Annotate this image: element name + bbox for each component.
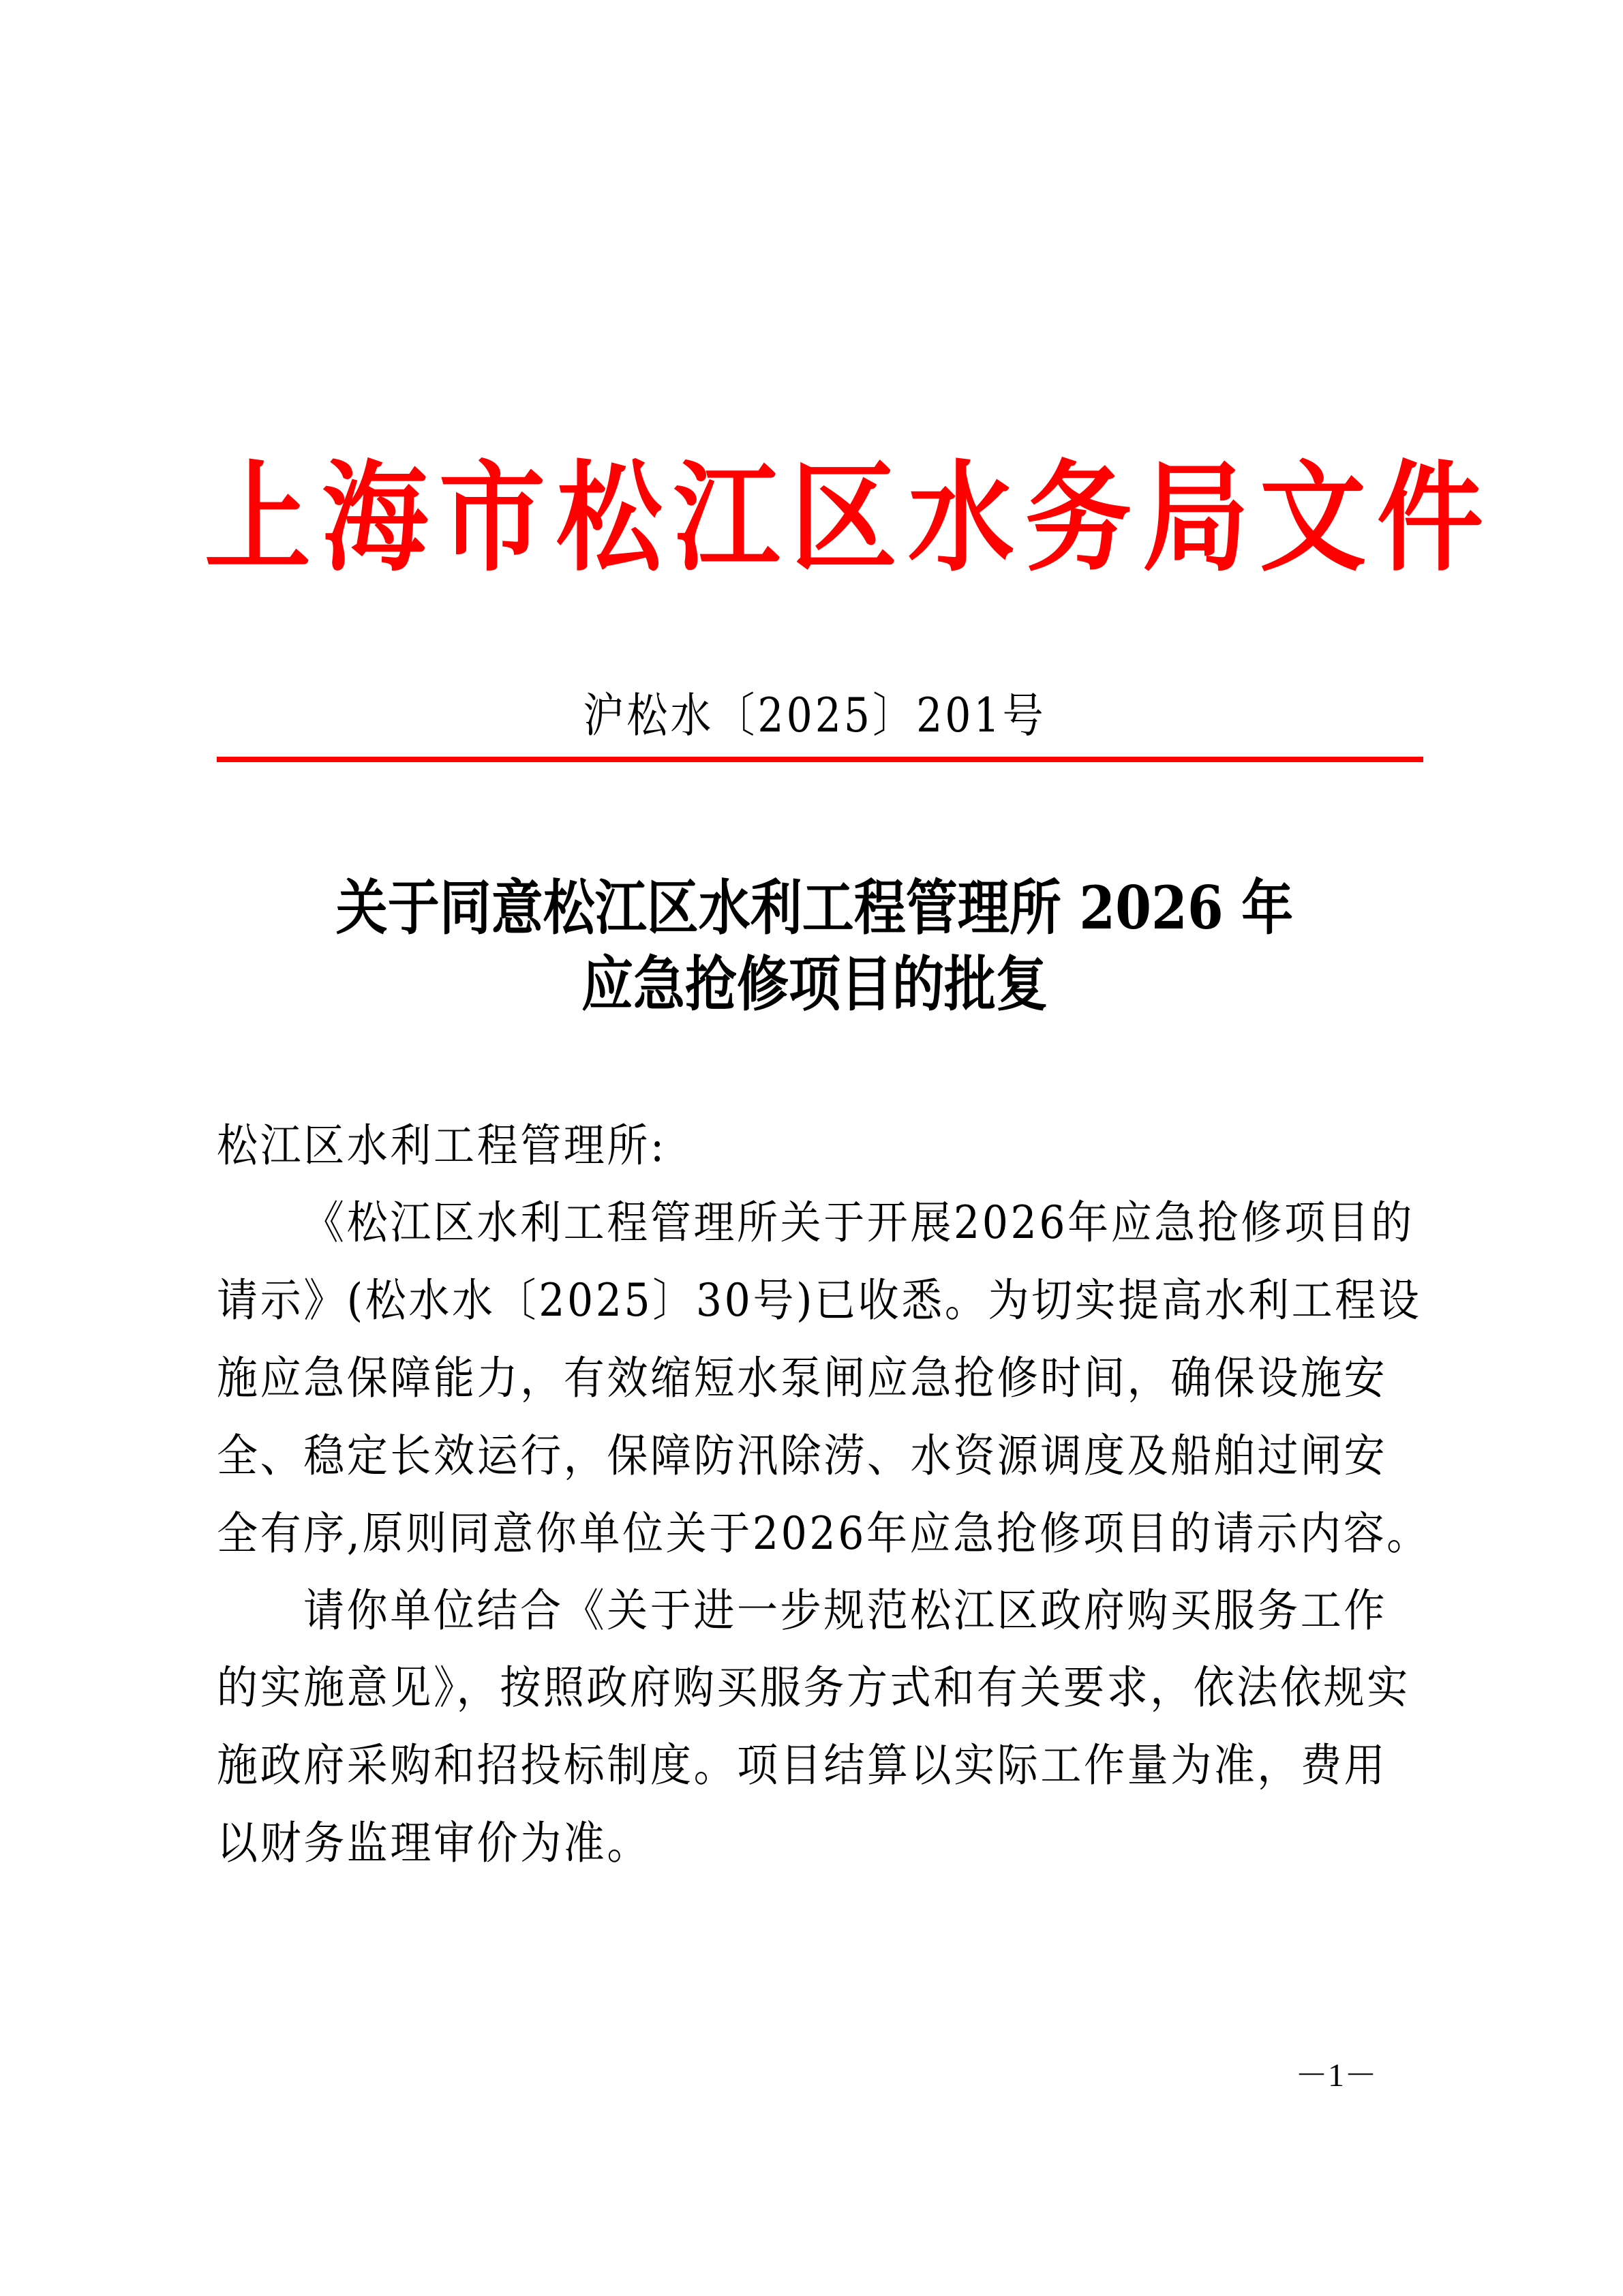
body-text-line: 《松江区水利工程管理所关于开展2026年应急抢修项目的 [303, 1196, 1414, 1250]
addressee-line: 松江区水利工程管理所: [217, 1119, 667, 1173]
body-text-line: 施应急保障能力，有效缩短水泵闸应急抢修时间，确保设施安 [217, 1352, 1388, 1405]
document-title-line-1: 关于同意松江区水利工程管理所 2026 年 [335, 873, 1294, 943]
body-text-line: 请你单位结合《关于进一步规范松江区政府购买服务工作 [303, 1584, 1387, 1637]
body-text-line: 的实施意见》，按照政府购买服务方式和有关要求，依法依规实 [217, 1661, 1410, 1715]
red-divider-rule [217, 757, 1423, 762]
document-number: 沪松水〔2025〕201号 [583, 688, 1046, 744]
masthead-title: 上海市松江区水务局文件 [204, 447, 1494, 588]
document-title-line-2: 应急抢修项目的批复 [581, 949, 1048, 1019]
body-text-line: 请示》(松水水〔2025〕30号)已收悉。为切实提高水利工程设 [217, 1274, 1422, 1327]
body-text-line: 以财务监理审价为准。 [217, 1817, 650, 1870]
body-text-line: 施政府采购和招投标制度。项目结算以实际工作量为准，费用 [217, 1739, 1388, 1792]
body-text-line: 全、稳定长效运行，保障防汛除涝、水资源调度及船舶过闸安 [217, 1430, 1388, 1483]
body-text-line: 全有序,原则同意你单位关于2026年应急抢修项目的请示内容。 [217, 1507, 1430, 1560]
page-number: －1－ [1294, 2057, 1377, 2094]
